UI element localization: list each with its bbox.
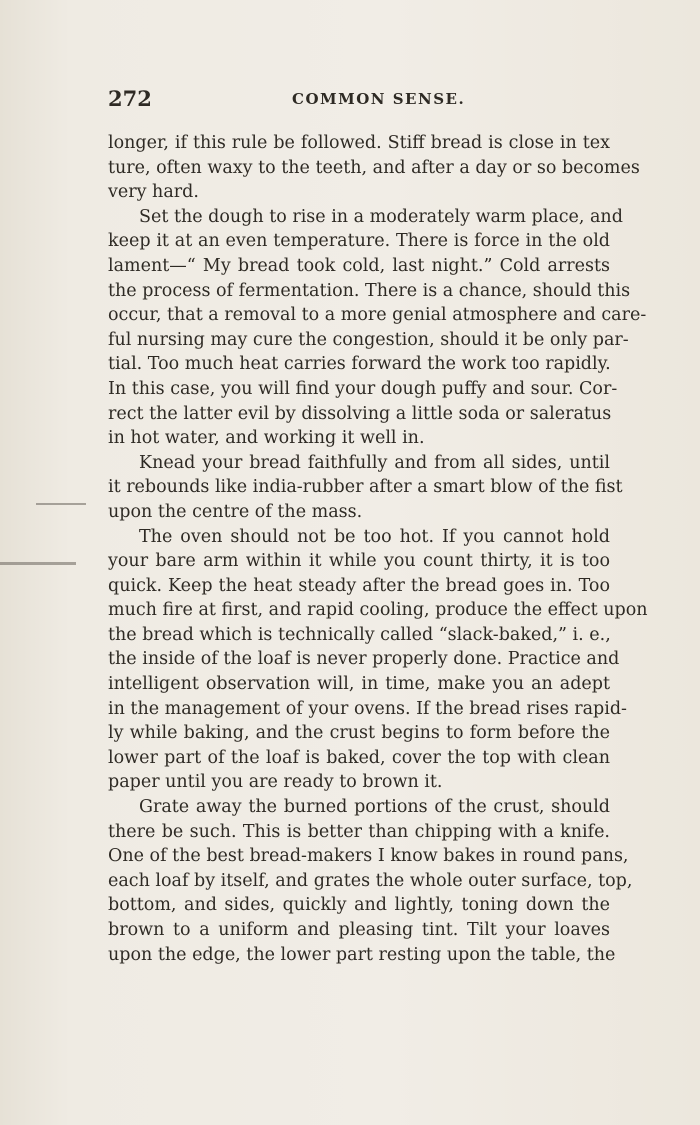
text-line: One of the best bread-makers I know bakes in round pans, <box>108 846 629 867</box>
text-line: Set the dough to rise in a moderately warm place, and <box>139 206 623 227</box>
text-line: bottom, and sides, quickly and lightly, toning down the <box>108 895 610 916</box>
text-line: the bread which is technically called “slack-baked,” i. e., <box>108 624 611 645</box>
text-line: Knead your bread faithfully and from all sides, until <box>139 452 610 473</box>
text-line: in hot water, and working it well in. <box>108 428 425 449</box>
text-line: your bare arm within it while you count thirty, it is too <box>108 551 610 572</box>
text-line: tial. Too much heat carries forward the work too rapidly. <box>108 354 611 375</box>
text-line: much fire at first, and rapid cooling, produce the effect upon <box>108 600 648 621</box>
text-line: it rebounds like india-rubber after a smart blow of the fist <box>108 477 623 498</box>
text-line: brown to a uniform and pleasing tint. Tilt your loaves <box>108 920 610 940</box>
text-line: ture, often waxy to the teeth, and after a day or so becomes <box>108 157 640 178</box>
text-line: the process of fermentation. There is a chance, should this <box>108 280 631 301</box>
running-head: COMMON SENSE. <box>292 90 466 108</box>
text-line: in the management of your ovens. If the bread rises rapid- <box>108 698 627 719</box>
text-line: lower part of the loaf is baked, cover the top with clean <box>108 747 610 768</box>
text-line: rect the latter evil by dissolving a little soda or saleratus <box>108 403 612 424</box>
page-number: 272 <box>108 86 152 111</box>
text-line: quick. Keep the heat steady after the bread goes in. Too <box>108 575 610 596</box>
text-line: The oven should not be too hot. If you cannot hold <box>139 526 610 547</box>
text-line: intelligent observation will, in time, make you an adept <box>108 674 610 695</box>
text-line: ful nursing may cure the congestion, should it be only par- <box>108 329 629 350</box>
text-line: the inside of the loaf is never properly done. Practice and <box>108 649 620 670</box>
margin-mark <box>36 503 86 505</box>
text-line: longer, if this rule be followed. Stiff bread is close in tex <box>108 133 610 153</box>
text-line: there be such. This is better than chipping with a knife. <box>108 821 610 842</box>
text-line: upon the edge, the lower part resting upon the table, the <box>108 944 616 965</box>
text-line: upon the centre of the mass. <box>108 501 363 522</box>
text-line: very hard. <box>108 182 199 203</box>
text-line: each loaf by itself, and grates the whole outer surface, top, <box>108 870 633 891</box>
text-line: occur, that a removal to a more genial atmosphere and care- <box>108 305 647 326</box>
text-line: ly while baking, and the crust begins to form before the <box>108 723 610 744</box>
text-line: lament—“ My bread took cold, last night.” Cold arrests <box>108 255 610 276</box>
text-line: In this case, you will find your dough puffy and sour. Cor- <box>108 378 618 399</box>
text-line: keep it at an even temperature. There is force in the old <box>108 231 610 252</box>
margin-mark <box>0 562 76 565</box>
text-line: paper until you are ready to brown it. <box>108 772 443 793</box>
page-header <box>108 86 610 116</box>
text-line: Grate away the burned portions of the crust, should <box>139 797 610 818</box>
body-text <box>108 131 648 967</box>
